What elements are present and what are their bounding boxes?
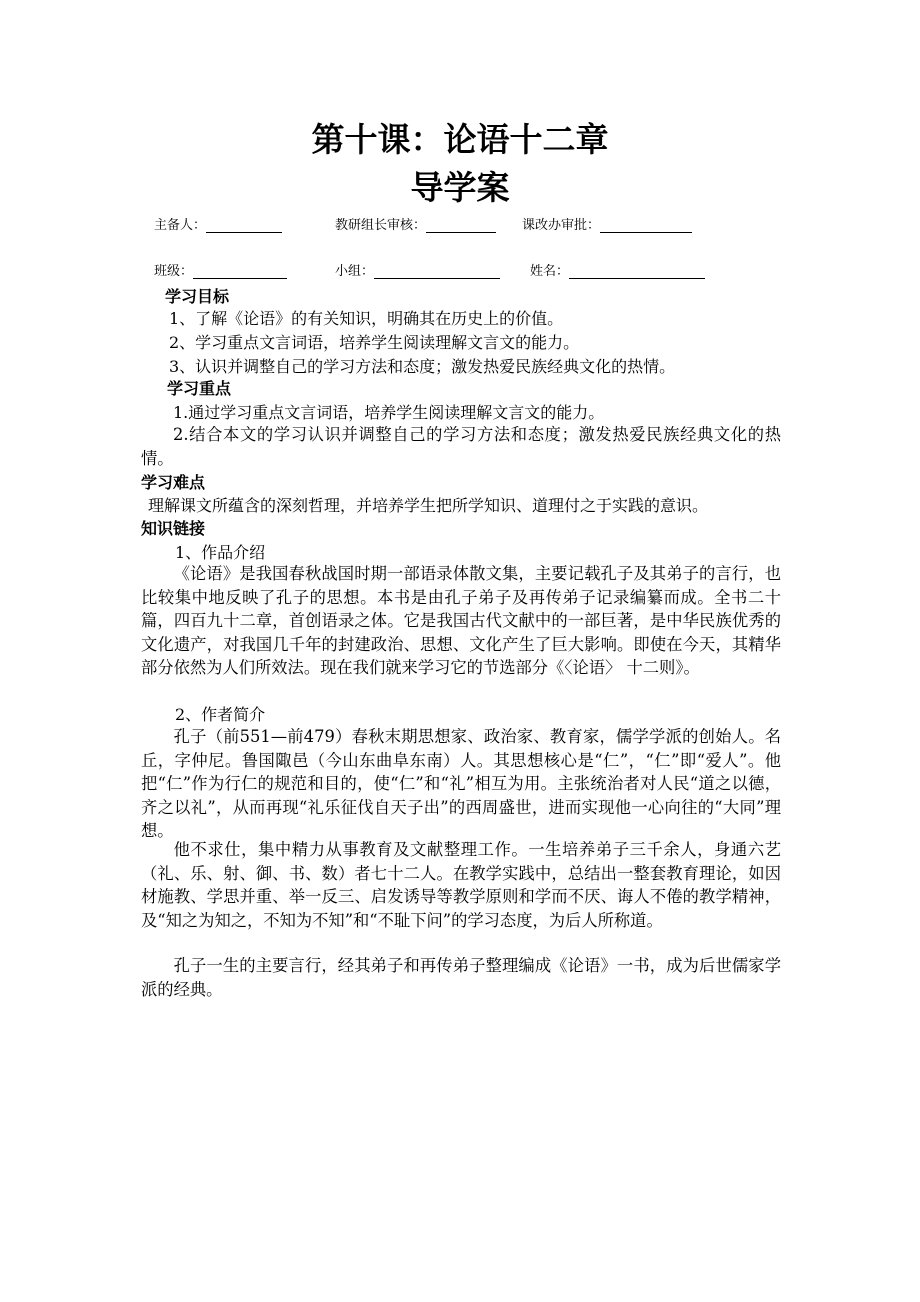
goal-item-1: 1、了解《论语》的有关知识，明确其在历史上的价值。 — [169, 309, 564, 328]
field-group-blank[interactable] — [374, 264, 500, 279]
field-reviewer-label: 教研组长审核： — [335, 218, 427, 233]
heading-goals: 学习目标 — [165, 287, 230, 306]
paragraph-work-intro: 《论语》是我国春秋战国时期一部语录体散文集，主要记载孔子及其弟子的言行，也比较集中地反映了孔子的思想。本书是由孔子弟子及再传弟子记录编纂而成。全书二十篇，四百九十二章，首创语录之体。它是我国古代文献中的一部巨著，是中华民族优秀的文化遗产，对我国几千年的封建政治、思想、文化产生了巨大影响。即使在今天，其精华部分依然为人们所效法。现在我们就来学习它的节选部分《〈论语〉 十二则》。 — [141, 564, 781, 678]
document-subtitle: 导学案 — [410, 168, 510, 207]
paragraph-author-2: 他不求仕，集中精力从事教育及文献整理工作。一生培养弟子三千余人，身通六艺（礼、乐、射、御、书、数）者七十二人。在教学实践中，总结出一整套教育理论，如因材施教、学思并重、举一反三、启发诱导等教学原则和学而不厌、诲人不倦的教学精神，及“知之为知之，不知为不知”和“不耻下问”的学习态度，为后人所称道。 — [141, 840, 781, 930]
field-name — [530, 260, 705, 279]
field-preparer-label: 主备人： — [154, 218, 207, 233]
field-name-label: 姓名： — [530, 264, 570, 279]
heading-links: 知识链接 — [141, 519, 206, 538]
focus-item-1: 1.通过学习重点文言词语，培养学生阅读理解文言文的能力。 — [173, 403, 605, 422]
heading-difficulty: 学习难点 — [141, 473, 206, 492]
field-class-label: 班级： — [154, 264, 194, 279]
document-title: 第十课：论语十二章 — [311, 120, 609, 159]
field-group — [335, 260, 500, 279]
field-class — [154, 260, 287, 279]
field-class-blank[interactable] — [193, 264, 287, 279]
field-reviewer — [335, 214, 496, 233]
field-approver-blank[interactable] — [600, 218, 692, 233]
paragraph-author-1: 孔子（前551—前479）春秋末期思想家、政治家、教育家，儒学学派的创始人。名丘，字仲尼。鲁国陬邑（今山东曲阜东南）人。其思想核心是“仁”，“仁”即“爱人”。他把“仁”作为行仁的规范和目的，使“仁”和“礼”相互为用。主张统治者对人民“道之以德，齐之以礼”，从而再现“礼乐征伐自天子出”的西周盛世，进而实现他一心向往的“大同”理想。 — [141, 727, 781, 841]
field-group-label: 小组： — [335, 264, 375, 279]
links-subheading-author: 2、作者简介 — [175, 705, 266, 724]
links-subheading-work: 1、作品介绍 — [175, 543, 266, 562]
field-approver-label: 课改办审批： — [522, 218, 601, 233]
focus-item-2: 2.结合本文的学习认识并调整自己的学习方法和态度；激发热爱民族经典文化的热情。 — [141, 425, 781, 468]
field-reviewer-blank[interactable] — [426, 218, 496, 233]
field-name-blank[interactable] — [569, 264, 705, 279]
goal-item-2: 2、学习重点文言词语，培养学生阅读理解文言文的能力。 — [169, 333, 580, 352]
heading-focus: 学习重点 — [167, 379, 232, 398]
field-approver — [522, 214, 692, 233]
goal-item-3: 3、认识并调整自己的学习方法和态度；激发热爱民族经典文化的热情。 — [169, 357, 676, 376]
paragraph-author-3: 孔子一生的主要言行，经其弟子和再传弟子整理编成《论语》一书，成为后世儒家学派的经典。 — [141, 956, 781, 999]
field-preparer — [154, 214, 282, 233]
field-preparer-blank[interactable] — [206, 218, 282, 233]
difficulty-text: 理解课文所蕴含的深刻哲理，并培养学生把所学知识、道理付之于实践的意识。 — [148, 496, 709, 515]
